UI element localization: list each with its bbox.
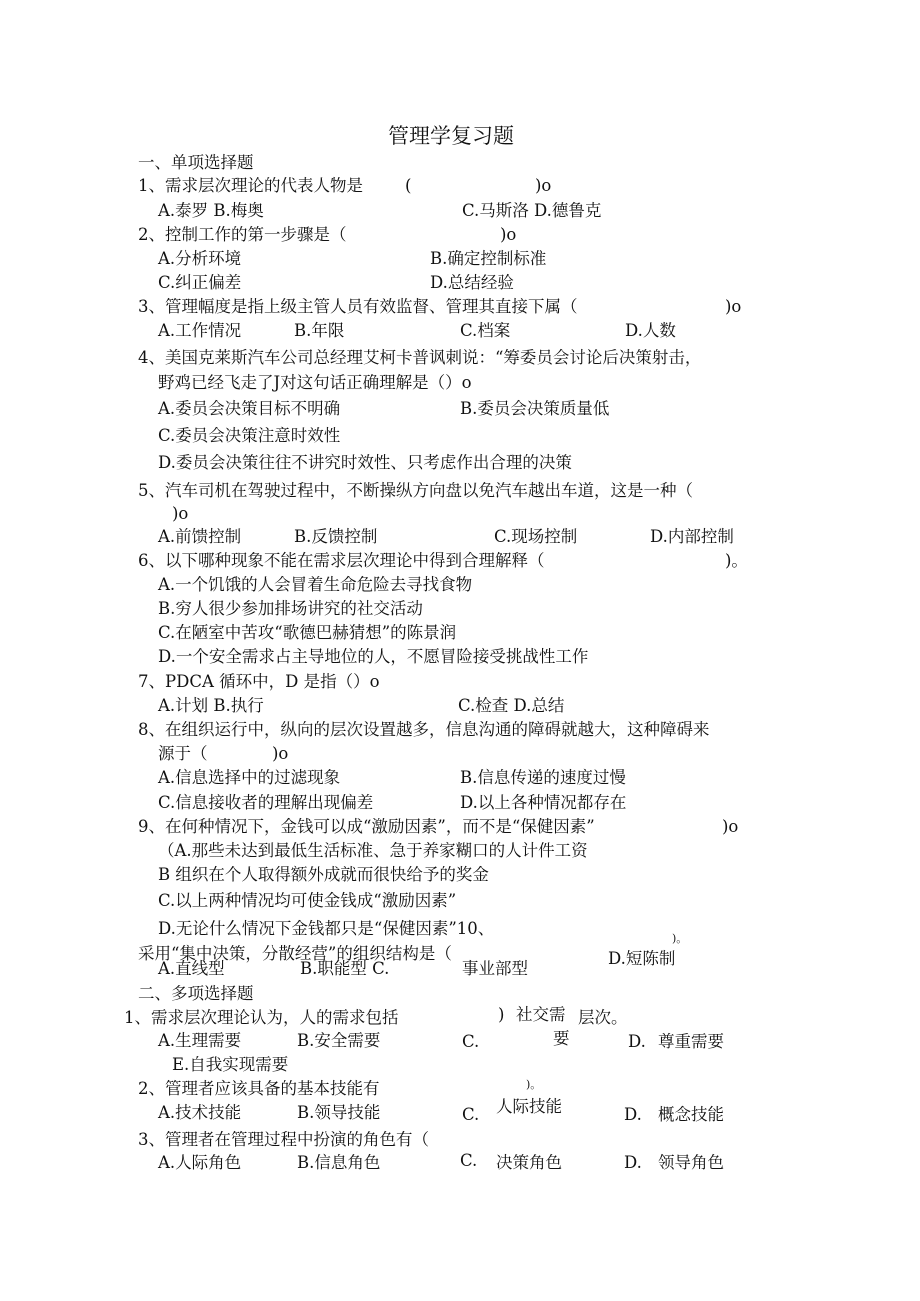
q6-paren-close: )。 bbox=[725, 551, 748, 570]
q4-stem-line1: 4、美国克莱斯汽车公司总经理艾柯卡普讽刺说：“筹委员会讨论后决策射击， bbox=[138, 348, 702, 367]
m1-option-c-text-1: 社交需 bbox=[516, 1005, 566, 1024]
m3-option-d: D. bbox=[624, 1153, 642, 1172]
q3-option-a: A.工作情况 bbox=[158, 321, 242, 340]
page-title: 管理学复习题 bbox=[388, 124, 514, 148]
m1-tail: 层次。 bbox=[578, 1008, 628, 1027]
m2-mark: )。 bbox=[526, 1078, 542, 1091]
q10-stem-clipped: 采用“集中决策，分散经营”的组织结构是（ bbox=[138, 944, 452, 963]
q7-options-cd: C.检查 D.总结 bbox=[458, 696, 565, 715]
m3-option-a: A.人际角色 bbox=[158, 1153, 242, 1172]
q4-stem-line2: 野鸡已经飞走了J对这句话正确理解是（）o bbox=[158, 373, 472, 392]
m1-option-e: E.自我实现需要 bbox=[172, 1055, 289, 1074]
q6-option-b: B.穷人很少参加排场讲究的社交活动 bbox=[158, 599, 423, 618]
q10-option-c: 事业部型 bbox=[462, 959, 528, 978]
q3-stem: 3、管理幅度是指上级主管人员有效监督、管理其直接下属（ bbox=[138, 297, 578, 316]
m2-option-b: B.领导技能 bbox=[297, 1103, 381, 1122]
q1-paren-open: ( bbox=[405, 176, 412, 195]
q1-options-cd: C.马斯洛 D.德鲁克 bbox=[462, 201, 602, 220]
q8-option-b: B.信息传递的速度过慢 bbox=[460, 768, 626, 787]
q7-options-ab: A.计划 B.执行 bbox=[158, 696, 264, 715]
q6-option-c: C.在陋室中苦攻“歌德巴赫猜想”的陈景润 bbox=[158, 623, 457, 642]
q10-option-b: B.职能型 C. bbox=[300, 959, 390, 978]
m1-option-d-text: 尊重需要 bbox=[658, 1032, 724, 1051]
q2-option-d: D.总结经验 bbox=[430, 273, 514, 292]
q5-option-b: B.反馈控制 bbox=[294, 527, 378, 546]
m2-option-c-text: 人际技能 bbox=[496, 1097, 562, 1116]
q4-option-a: A.委员会决策目标不明确 bbox=[158, 399, 341, 418]
q1-stem: 1、需求层次理论的代表人物是 bbox=[138, 176, 363, 195]
m2-option-a: A.技术技能 bbox=[158, 1103, 242, 1122]
q2-option-c: C.纠正偏差 bbox=[158, 273, 242, 292]
q2-option-a: A.分析环境 bbox=[158, 249, 242, 268]
q3-paren-close: )o bbox=[725, 297, 742, 316]
q10-option-a: A.直线型 bbox=[158, 959, 225, 978]
q4-option-d: D.委员会决策往往不讲究时效性、只考虑作出合理的决策 bbox=[158, 453, 572, 472]
q4-option-b: B.委员会决策质量低 bbox=[460, 399, 610, 418]
m3-option-d-text: 领导角色 bbox=[658, 1153, 724, 1172]
q8-option-c: C.信息接收者的理解出现偏差 bbox=[158, 793, 374, 812]
q9-stem: 9、在何种情况下，金钱可以成“激励因素”，而不是“保健因素” bbox=[138, 817, 595, 836]
q6-stem: 6、以下哪种现象不能在需求层次理论中得到合理解释（ bbox=[138, 551, 545, 570]
q5-option-a: A.前馈控制 bbox=[158, 527, 242, 546]
q8-stem-line1: 8、在组织运行中，纵向的层次设置越多，信息沟通的障碍就越大，这种障碍来 bbox=[138, 720, 710, 739]
m2-option-c: C. bbox=[462, 1105, 480, 1124]
q9-option-d: D.无论什么情况下金钱都只是“保健因素”10、 bbox=[158, 919, 495, 938]
q7-stem: 7、PDCA 循环中，D 是指（）o bbox=[138, 672, 380, 691]
q8-stem-line2-start: 源于（ bbox=[158, 744, 208, 763]
m2-option-d: D. bbox=[624, 1105, 642, 1124]
m1-paren-close: ) bbox=[498, 1005, 505, 1024]
section-heading-multiple-choice: 二、多项选择题 bbox=[138, 984, 254, 1003]
m3-option-b: B.信息角色 bbox=[297, 1153, 381, 1172]
q8-paren-close: )o bbox=[272, 744, 289, 763]
q6-option-a: A.一个饥饿的人会冒着生命危险去寻找食物 bbox=[158, 575, 473, 594]
m3-stem: 3、管理者在管理过程中扮演的角色有（ bbox=[138, 1130, 429, 1149]
q9-option-a: （A.那些未达到最低生活标准、急于养家糊口的人计件工资 bbox=[158, 841, 588, 860]
m1-option-c-text-2: 要 bbox=[553, 1029, 570, 1048]
q3-option-b: B.年限 bbox=[294, 321, 345, 340]
q2-option-b: B.确定控制标准 bbox=[430, 249, 547, 268]
q5-option-c: C.现场控制 bbox=[494, 527, 578, 546]
q6-option-d: D.一个安全需求占主导地位的人，不愿冒险接受挑战性工作 bbox=[158, 647, 589, 666]
q4-option-c: C.委员会决策注意时效性 bbox=[158, 426, 341, 445]
m2-stem: 2、管理者应该具备的基本技能有 bbox=[138, 1079, 380, 1098]
q9-option-c: C.以上两种情况均可使金钱成“激励因素” bbox=[158, 891, 457, 910]
q3-option-d: D.人数 bbox=[625, 321, 676, 340]
q2-paren-close: )o bbox=[500, 225, 517, 244]
m1-option-b: B.安全需要 bbox=[297, 1031, 381, 1050]
m3-option-c-text: 决策角色 bbox=[496, 1153, 562, 1172]
q5-stem-line2: )o bbox=[172, 504, 189, 523]
m1-option-a: A.生理需要 bbox=[158, 1031, 242, 1050]
q10-option-d: D.短陈制 bbox=[608, 949, 676, 968]
q2-stem: 2、控制工作的第一步骤是（ bbox=[138, 225, 347, 244]
m3-option-c: C. bbox=[460, 1151, 478, 1170]
q5-stem-line1: 5、汽车司机在驾驶过程中，不断操纵方向盘以免汽车越出车道，这是一种（ bbox=[138, 481, 693, 500]
q5-option-d: D.内部控制 bbox=[650, 527, 734, 546]
q8-option-d: D.以上各种情况都存在 bbox=[460, 793, 627, 812]
m1-option-c: C. bbox=[462, 1032, 480, 1051]
m1-stem: 1、需求层次理论认为，人的需求包括 bbox=[124, 1008, 399, 1027]
q3-option-c: C.档案 bbox=[460, 321, 511, 340]
q9-option-b: B 组织在个人取得额外成就而很快给予的奖金 bbox=[158, 865, 489, 884]
q1-paren-close: )o bbox=[535, 176, 552, 195]
q1-options-ab: A.泰罗 B.梅奥 bbox=[158, 201, 264, 220]
q10-mark: )。 bbox=[672, 932, 688, 945]
q9-paren-close: )o bbox=[722, 817, 739, 836]
m1-option-d: D. bbox=[628, 1032, 646, 1051]
q8-option-a: A.信息选择中的过滤现象 bbox=[158, 768, 341, 787]
section-heading-single-choice: 一、单项选择题 bbox=[138, 153, 254, 172]
m2-option-d-text: 概念技能 bbox=[658, 1105, 724, 1124]
